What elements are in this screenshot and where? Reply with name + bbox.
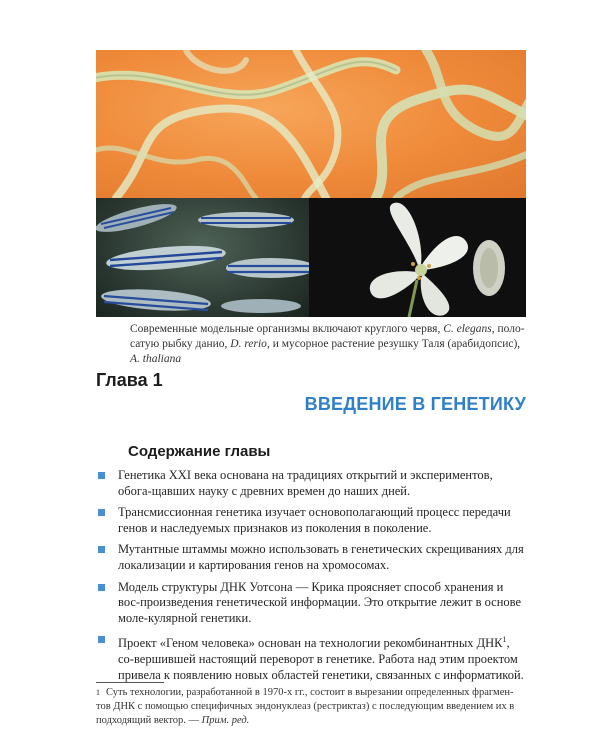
footnote-divider [96, 682, 164, 683]
square-bullet-icon [98, 472, 105, 479]
chapter-title: ВВЕДЕНИЕ В ГЕНЕТИКУ [304, 394, 526, 414]
footnote: $^1$ Суть технологии, разработанной в 1970-х гг., состоит в вырезании определенных фрагмен-тов ДНК с помощью специфичных эндонуклеаз (рестриктаз) с последующим введением их в подходящий вектор. — Прим. ред. [96, 687, 515, 726]
chapter-label: Глава 1 [96, 370, 163, 390]
footnote-ref[interactable]: 1 [502, 635, 507, 645]
list-item: Генетика XXI века основана на традициях открытий и экспериментов, обога-щавших науку с древних времен до наших дней. [96, 468, 528, 499]
square-bullet-icon [98, 509, 105, 516]
contents-list [96, 468, 528, 689]
footnote-mark: 1 [96, 688, 100, 697]
square-bullet-icon [98, 584, 105, 591]
arabidopsis-photo [309, 198, 526, 317]
species-name: C. elegans [443, 323, 492, 335]
species-name: D. rerio [230, 338, 267, 350]
list-item: Трансмиссионная генетика изучает основополагающий процесс передачи генов и наследуемых признаков из поколения в поколение. [96, 505, 528, 536]
worm-illustration [96, 50, 526, 198]
editor-note: Прим. ред. [201, 715, 250, 726]
list-item: Мутантные штаммы можно использовать в генетических скрещиваниях для локализации и картирования генов на хромосомах. [96, 542, 528, 573]
flower-illustration [309, 198, 526, 317]
zebrafish-photo [96, 198, 309, 317]
list-item: Проект «Геном человека» основан на технологии рекомбинантных ДНК$^1$, со-вершившей настоящий переворот в генетике. Работа над этим проектом привела к появлению новых областей генетики, связанных с информатикой. [96, 632, 528, 683]
square-bullet-icon [98, 636, 105, 643]
contents-heading: Содержание главы [128, 443, 271, 460]
list-item: Модель структуры ДНК Уотсона — Крика проясняет способ хранения и вос-произведения генетической информации. Это открытие лежит в основе моле-кулярной генетики. [96, 580, 528, 627]
zebrafish-illustration [96, 198, 309, 317]
figure-caption: Современные модельные организмы включают круглого червя, C. elegans, поло-сатую рыбку данио, D. rerio, и мусорное растение резушку Таля (арабидопсис), A. thaliana [130, 323, 525, 365]
c-elegans-photo [96, 50, 526, 198]
species-name: A. thaliana [130, 353, 182, 365]
square-bullet-icon [98, 546, 105, 553]
figure [96, 50, 526, 317]
